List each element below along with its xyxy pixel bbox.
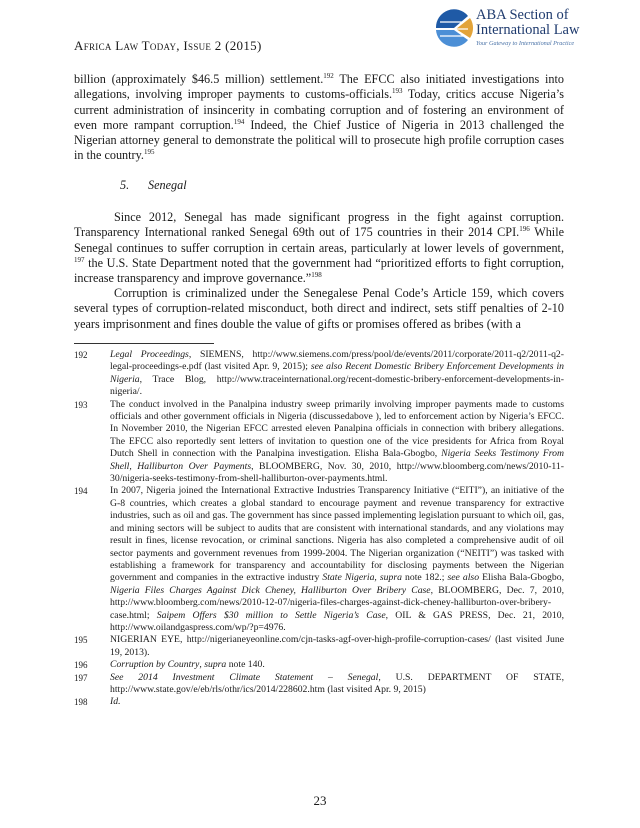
footnote-divider (74, 343, 214, 344)
text: Id. (110, 696, 121, 708)
text: supra (204, 659, 227, 671)
footnote-194 (74, 485, 564, 634)
footnotes (74, 349, 564, 709)
text: Saipem Offers $30 million to Settle Nigeria’s Case (156, 609, 386, 621)
footnote-number: 196 (74, 660, 88, 671)
footnote-number: 195 (74, 635, 88, 646)
text: In 2007, Nigeria joined the International Extractive Industries Transparency Initiative (“EITI”), an initiative of the G-8 countries, which creates a global standard to encourage payment and revenue transparency for extractive industries, such as oil and gas. The government has since passed implementing legislation pursuant to which oil, gas, and mining sectors will be subject to audits that are consistent with international standards, and any violations may result in fines, license revocation, or criminal sanctions. Nigeria has also completed a comprehensive audit of oil sector payments and government revenues from 1999-2004. The Nigerian organization (“NEITI”) was tasked with establishing a framework for transparency and accountability for disclosing payments between the Nigerian government and companies in the extractive industry (110, 485, 564, 584)
footnote-text (110, 659, 564, 671)
footnote-number: 192 (74, 350, 88, 360)
section-heading (120, 178, 187, 193)
aba-logo (434, 8, 624, 52)
footnote-195 (74, 634, 564, 659)
text: State Nigeria, supra (322, 572, 402, 584)
text: , Trace Blog, http://www.traceinternational.org/recent-domestic-bribery-enforcement-developments-in-nigeria/. (110, 373, 564, 398)
footnote-196 (74, 659, 564, 671)
globe-icon (434, 8, 474, 48)
text: Legal Proceedings (110, 349, 189, 360)
paragraph-nigeria-continued (74, 72, 564, 164)
text: Nigeria Seeks Testimony From Shell, Halliburton Over Payments (110, 448, 565, 472)
paragraph-senegal-progress (74, 210, 564, 286)
footnote-number: 193 (74, 399, 88, 410)
text: Nigeria Files Charges Against Dick Cheney, Halliburton Over Bribery Case (110, 584, 431, 596)
logo-text-line1: ABA Section of (476, 7, 569, 23)
footnote-text: NIGERIAN EYE, http://nigerianeyeonline.com/cjn-tasks-agf-over-high-profile-corruption-cases/ (last visited June 19, 2013). (110, 634, 564, 658)
footnote-ref[interactable]: 196 (519, 225, 530, 234)
text: , BLOOMBERG, Dec. 7, 2010, http://www.bloomberg.com/news/2010-12-07/nigeria-files-charges-against-dick-cheney-halliburton-over-bribery-case.html; (110, 584, 564, 621)
footnote-text (110, 696, 564, 708)
logo-tagline: Your Gateway to International Practice (476, 40, 575, 47)
footnote-text (110, 672, 564, 697)
footnote-ref[interactable]: 198 (311, 271, 322, 280)
footnote-number: 197 (74, 672, 88, 683)
text: The conduct involved in the Panalpina industry sweep primarily involving improper payments made to customs officials and other government officials in Nigeria (discussedabove ), led to enforcement action by Nigeria’s EFCC. In November 2010, the Nigerian EFCC arrested eleven Panalpina officials in connection with bribery allegations. The EFCC also reportedly sent letters of invitation to question one of the vice presidents for Africa from Royal Dutch Shell in connection with the Panalpina investigation. Elisha Bala-Gbogbo, (110, 398, 564, 460)
text: , U.S. DEPARTMENT OF STATE, http://www.state.gov/e/eb/rls/othr/ics/2014/228602.htm (last visited Apr. 9, 2015) (110, 671, 564, 695)
footnote-198 (74, 696, 564, 708)
footnote-192 (74, 349, 564, 399)
text: See 2014 Investment Climate Statement – Senegal (110, 671, 379, 683)
text: Corruption by Country (110, 659, 200, 671)
footnote-text (110, 485, 564, 634)
text: , OIL & GAS PRESS, Dec. 21, 2010, http://www.oilandgaspress.com/wp/?p=4976. (110, 609, 564, 633)
text: , (199, 659, 205, 671)
footnote-ref[interactable]: 197 (74, 255, 85, 264)
text: , BLOOMBERG, Nov. 30, 2010, http://www.bloomberg.com/news/2010-11-30/nigeria-seeks-testimony-from-shell-halliburton-over-payments.html. (110, 460, 564, 485)
paragraph-senegal-penal-code (74, 286, 564, 332)
running-title: Africa Law Today, Issue 2 (2015) (74, 38, 262, 53)
footnote-197 (74, 672, 564, 697)
footnote-ref[interactable]: 195 (143, 148, 155, 157)
footnote-number: 194 (74, 486, 88, 497)
text: Corruption is criminalized under the Senegalese Penal Code’s Article 159, which covers several types of corruption-related misconduct, both direct and indirect, sets stiff penalties of 2-10 years imprisonment and fines double the value of gifts or promises offered as bribes (with a (74, 286, 564, 331)
footnote-text (110, 399, 564, 486)
text: note 140. (226, 659, 265, 671)
page-header (0, 0, 640, 60)
text: Indeed, the Chief Justice of Nigeria in 2013 challenged the Nigerian attorney general to demonstrate the political will to prosecute high profile corruption cases in the country. (74, 117, 564, 163)
text: the U.S. State Department noted that the government had “prioritized efforts to fight corruption, increase transparency and improve governance.” (74, 255, 564, 286)
footnote-text (110, 349, 564, 399)
text: Elisha Bala-Gbogbo, (479, 572, 564, 584)
text: billion (approximately $46.5 million) settlement. (74, 72, 324, 86)
text: see also (447, 572, 480, 584)
footnote-193 (74, 399, 564, 486)
page-number: 23 (313, 793, 327, 808)
text: , SIEMENS, http://www.siemens.com/press/pool/de/events/2011/corporate/2011-q2/2011-q2-legal-proceedings-e.pdf (last visited Apr. 9, 2015); (110, 349, 564, 373)
text: While Senegal continues to suffer corruption in certain areas, particularly at lower levels of government, (74, 225, 564, 255)
footnote-ref[interactable]: 194 (233, 117, 245, 126)
section-number: 5. (120, 178, 130, 192)
logo-text-line2: International Law (476, 22, 580, 38)
footnote-ref[interactable]: 192 (323, 71, 334, 80)
text: The EFCC also initiated investigations into allegations, involving improper payments to customs-officials. (74, 72, 564, 102)
section-title: Senegal (148, 178, 187, 192)
text: Since 2012, Senegal has made significant progress in the fight against corruption. Transparency International ranked Senegal 69th out of 175 countries in their 2014 CPI. (74, 210, 564, 240)
footnote-ref[interactable]: 193 (392, 87, 403, 96)
text: note 182.; (401, 572, 448, 584)
footnote-number: 198 (74, 697, 88, 708)
text: see also Recent Domestic Bribery Enforcement Developments in Nigeria (110, 361, 564, 385)
text: Today, critics accuse Nigeria’s current administration of insincerity in combating corruption and of fostering an environment of even more rampant corruption. (74, 87, 564, 132)
